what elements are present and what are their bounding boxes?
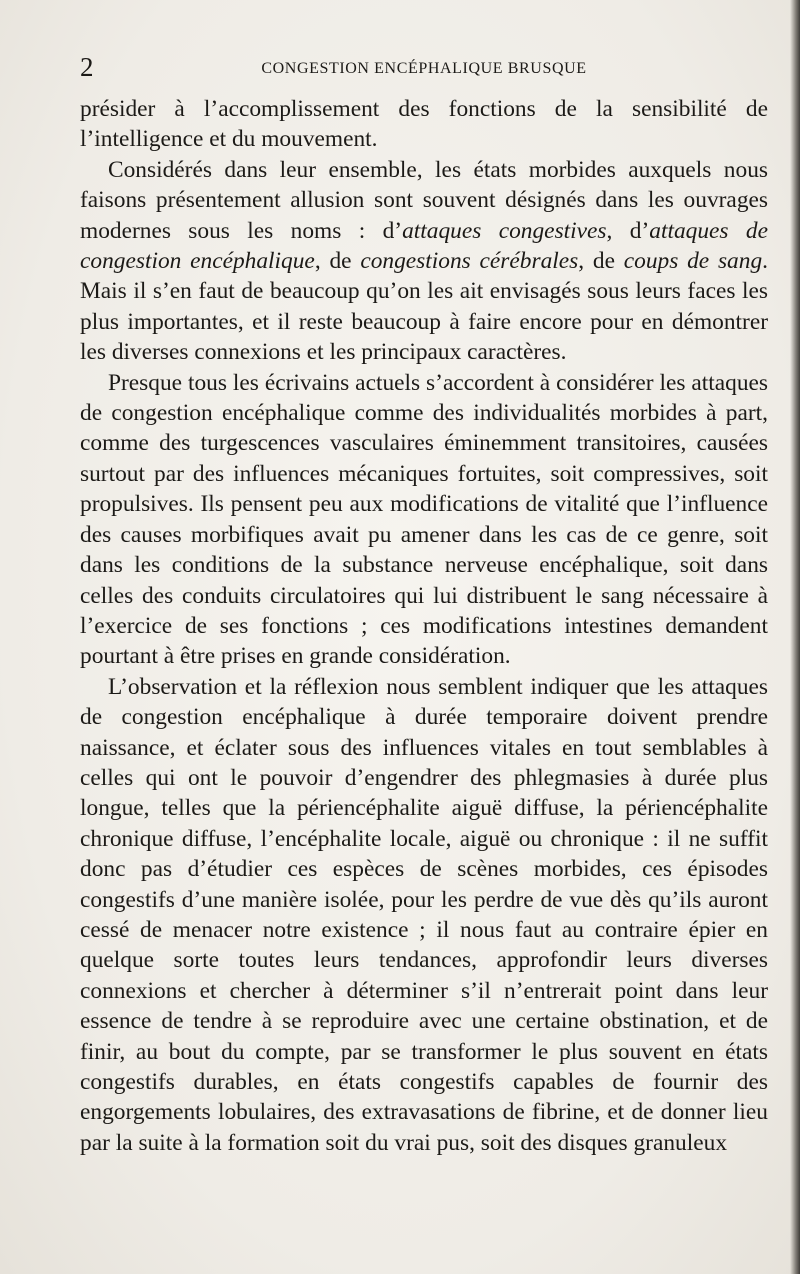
paragraph xyxy=(80,672,768,1159)
italic-term: attaques de congestion encéphalique xyxy=(80,217,768,275)
text-run: d’ xyxy=(382,217,403,244)
italic-term: coups de sang xyxy=(623,248,763,275)
text-run: , de xyxy=(314,248,361,275)
page-header xyxy=(80,52,768,82)
running-head: CONGESTION ENCÉPHALIQUE BRUSQUE xyxy=(261,60,587,77)
paragraph xyxy=(80,155,768,368)
page-edge-shadow xyxy=(790,0,800,1274)
italic-term: congestions cérébrales xyxy=(360,248,579,275)
paragraph xyxy=(80,368,768,672)
text-run: , d’ xyxy=(606,217,650,244)
text-run: . Mais il s’en faut de beaucoup qu’on les ait envisagés sous leurs faces les plus importantes, et il reste beaucoup à faire encore pour en démontrer les diverses connexions et les principaux caractères. xyxy=(80,248,768,366)
body-text xyxy=(80,94,768,1158)
italic-term: attaques congestives xyxy=(402,217,607,244)
page-number: 2 xyxy=(80,52,94,82)
text-run: présider à l’accomplissement des fonctions de la sensibilité de l’intelligence et du mouvement. xyxy=(80,96,768,153)
text-run: , de xyxy=(578,248,624,275)
text-run: L’observation et la réflexion nous semblent indiquer que les attaques de congestion encéphalique à durée temporaire doivent prendre naissance, et éclater sous des influences vitales en tout semblables à celles qui ont le pouvoir d’engendrer des phlegmasies à durée plus longue, telles que la périencéphalite aiguë diffuse, la périencéphalite chronique diffuse, l’encéphalite locale, aiguë ou chronique : il ne suffit donc pas d’étudier ces espèces de scènes morbides, ces épisodes congestifs d’une manière isolée, pour les perdre de vue dès qu’ils auront cessé de menacer notre existence ; il nous faut au contraire épier en quelque sorte toutes leurs tendances, approfondir leurs diverses connexions et chercher à déterminer s’il n’entrerait point dans leur essence de tendre à se reproduire avec une certaine obstination, et de finir, au bout du compte, par se transformer le plus souvent en états congestifs durables, en états congestifs capables de fournir des engorgements lobulaires, des extravasations de fibrine, et de donner lieu par la suite à la formation soit du vrai pus, soit des disques granuleux xyxy=(80,673,768,1156)
text-run: Presque tous les écrivains actuels s’accordent à considérer les attaques de congestion encéphalique comme des individualités morbides à part, comme des turgescences vasculaires éminemment transitoires, causées surtout par des influences mécaniques fortuites, soit compressives, soit propulsives. Ils pensent peu aux modifications de vitalité que l’influence des causes morbifiques avait pu amener dans les cas de ce genre, soit dans les conditions de la substance nerveuse encéphalique, soit dans celles des conduits circulatoires qui lui distribuent le sang nécessaire à l’exercice de ses fonctions ; ces modifications intestines demandent pourtant à être prises en grande considération. xyxy=(80,369,768,670)
text-run: Considérés dans leur ensemble, les états morbides auxquels nous faisons présentement allusion sont souvent désignés dans les ouvrages modernes sous les noms : xyxy=(80,156,768,244)
paragraph xyxy=(80,94,768,155)
